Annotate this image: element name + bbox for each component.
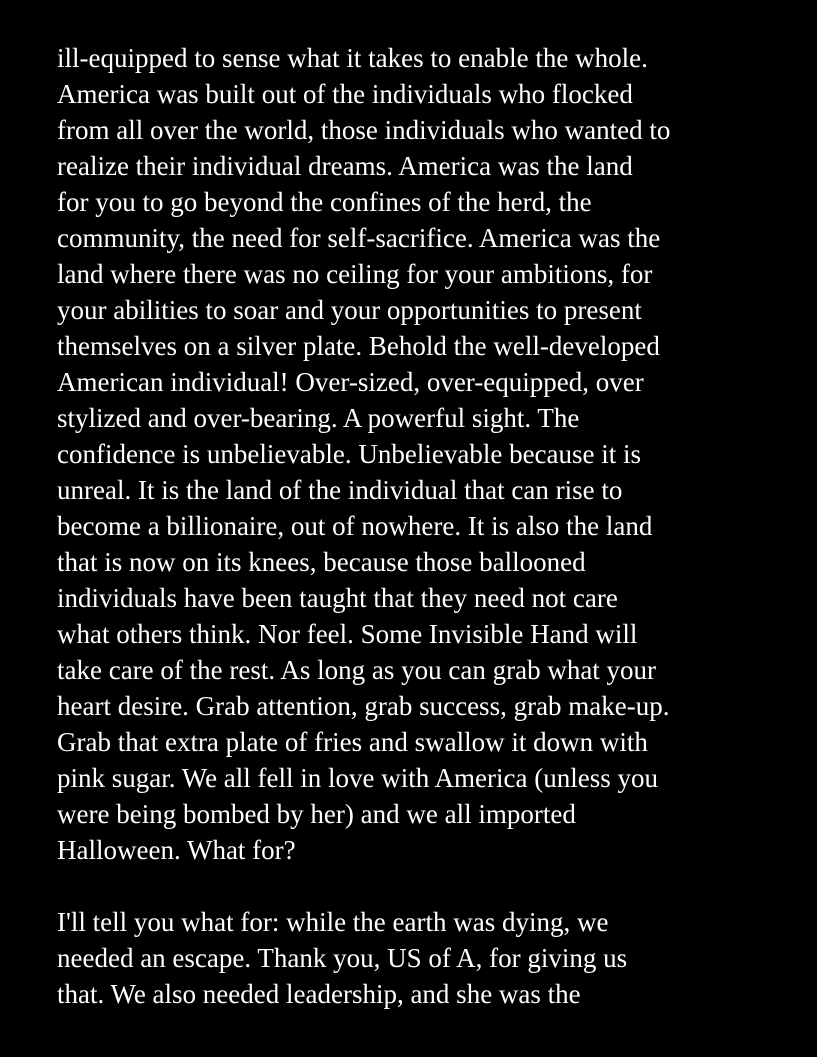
text-line: become a billionaire, out of nowhere. It is also the land xyxy=(57,511,653,541)
text-line: heart desire. Grab attention, grab success, grab make-up. xyxy=(57,691,670,721)
text-line: themselves on a silver plate. Behold the well-developed xyxy=(57,331,660,361)
text-line: American individual! Over-sized, over-equipped, over xyxy=(57,367,644,397)
text-line: confidence is unbelievable. Unbelievable because it is xyxy=(57,439,642,469)
paragraph-break xyxy=(57,868,797,904)
text-line: America was built out of the individuals who flocked xyxy=(57,79,633,109)
text-line: from all over the world, those individuals who wanted to xyxy=(57,115,671,145)
text-line: stylized and over-bearing. A powerful sight. The xyxy=(57,403,580,433)
text-line: ill-equipped to sense what it takes to enable the whole. xyxy=(57,43,648,73)
text-line: individuals have been taught that they need not care xyxy=(57,583,618,613)
text-line: what others think. Nor feel. Some Invisible Hand will xyxy=(57,619,638,649)
text-line: land where there was no ceiling for your ambitions, for xyxy=(57,259,653,289)
text-line: your abilities to soar and your opportunities to present xyxy=(57,295,642,325)
text-line: unreal. It is the land of the individual that can rise to xyxy=(57,475,623,505)
text-line: that is now on its knees, because those ballooned xyxy=(57,547,586,577)
document-text xyxy=(57,40,797,1012)
text-line: were being bombed by her) and we all imported xyxy=(57,799,576,829)
text-line: needed an escape. Thank you, US of A, for giving us xyxy=(57,943,628,973)
text-line: pink sugar. We all fell in love with America (unless you xyxy=(57,763,658,793)
text-line: take care of the rest. As long as you can grab what your xyxy=(57,655,657,685)
text-line: for you to go beyond the confines of the herd, the xyxy=(57,187,592,217)
paragraph-2 xyxy=(57,904,797,1012)
text-line: community, the need for self-sacrifice. America was the xyxy=(57,223,661,253)
text-line: Halloween. What for? xyxy=(57,835,296,865)
text-line: realize their individual dreams. America was the land xyxy=(57,151,633,181)
paragraph-1 xyxy=(57,40,797,868)
text-line: that. We also needed leadership, and she was the xyxy=(57,979,581,1009)
text-line: Grab that extra plate of fries and swallow it down with xyxy=(57,727,648,757)
text-line: I'll tell you what for: while the earth was dying, we xyxy=(57,907,609,937)
